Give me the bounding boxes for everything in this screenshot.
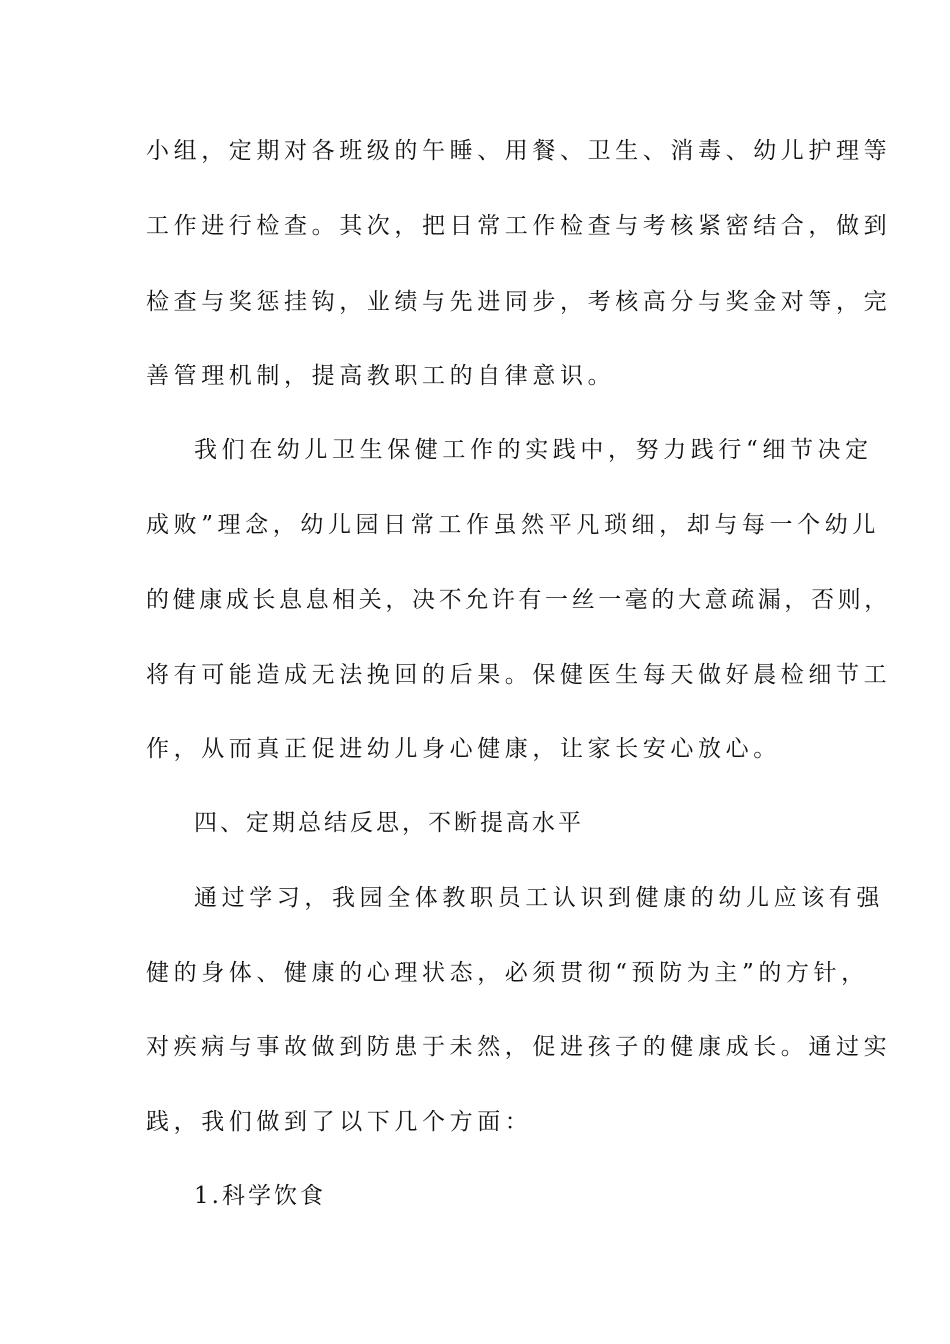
paragraph-line: 健的身体、健康的心理状态，必须贯彻“预防为主”的方针， [146,960,869,986]
paragraph-line: 小组，定期对各班级的午睡、用餐、卫生、消毒、幼儿护理等 [146,138,892,164]
subsection-heading: 1.科学饮食 [194,1183,326,1209]
paragraph-line: 通过学习，我园全体教职员工认识到健康的幼儿应该有强 [194,885,884,911]
paragraph-line: 善管理机制，提高教职工的自律意识。 [146,363,616,389]
paragraph-line: 作，从而真正促进幼儿身心健康，让家长安心放心。 [146,736,781,762]
paragraph-line: 检查与奖惩挂钩，业绩与先进同步，考核高分与奖金对等，完 [146,289,892,315]
paragraph-line: 将有可能造成无法挽回的后果。保健医生每天做好晨检细节工 [146,662,892,688]
paragraph-line: 工作进行检查。其次，把日常工作检查与考核紧密结合，做到 [146,213,892,239]
paragraph-line: 对疾病与事故做到防患于未然，促进孩子的健康成长。通过实 [146,1034,892,1060]
paragraph-line: 践，我们做到了以下几个方面： [146,1109,533,1135]
paragraph-line: 我们在幼儿卫生保健工作的实践中，努力践行“细节决定 [194,437,873,463]
section-heading: 四、定期总结反思，不断提高水平 [194,810,584,836]
paragraph-line: 的健康成长息息相关，决不允许有一丝一毫的大意疏漏，否则， [146,587,891,613]
paragraph-line: 成败”理念，幼儿园日常工作虽然平凡琐细，却与每一个幼儿 [146,512,880,538]
